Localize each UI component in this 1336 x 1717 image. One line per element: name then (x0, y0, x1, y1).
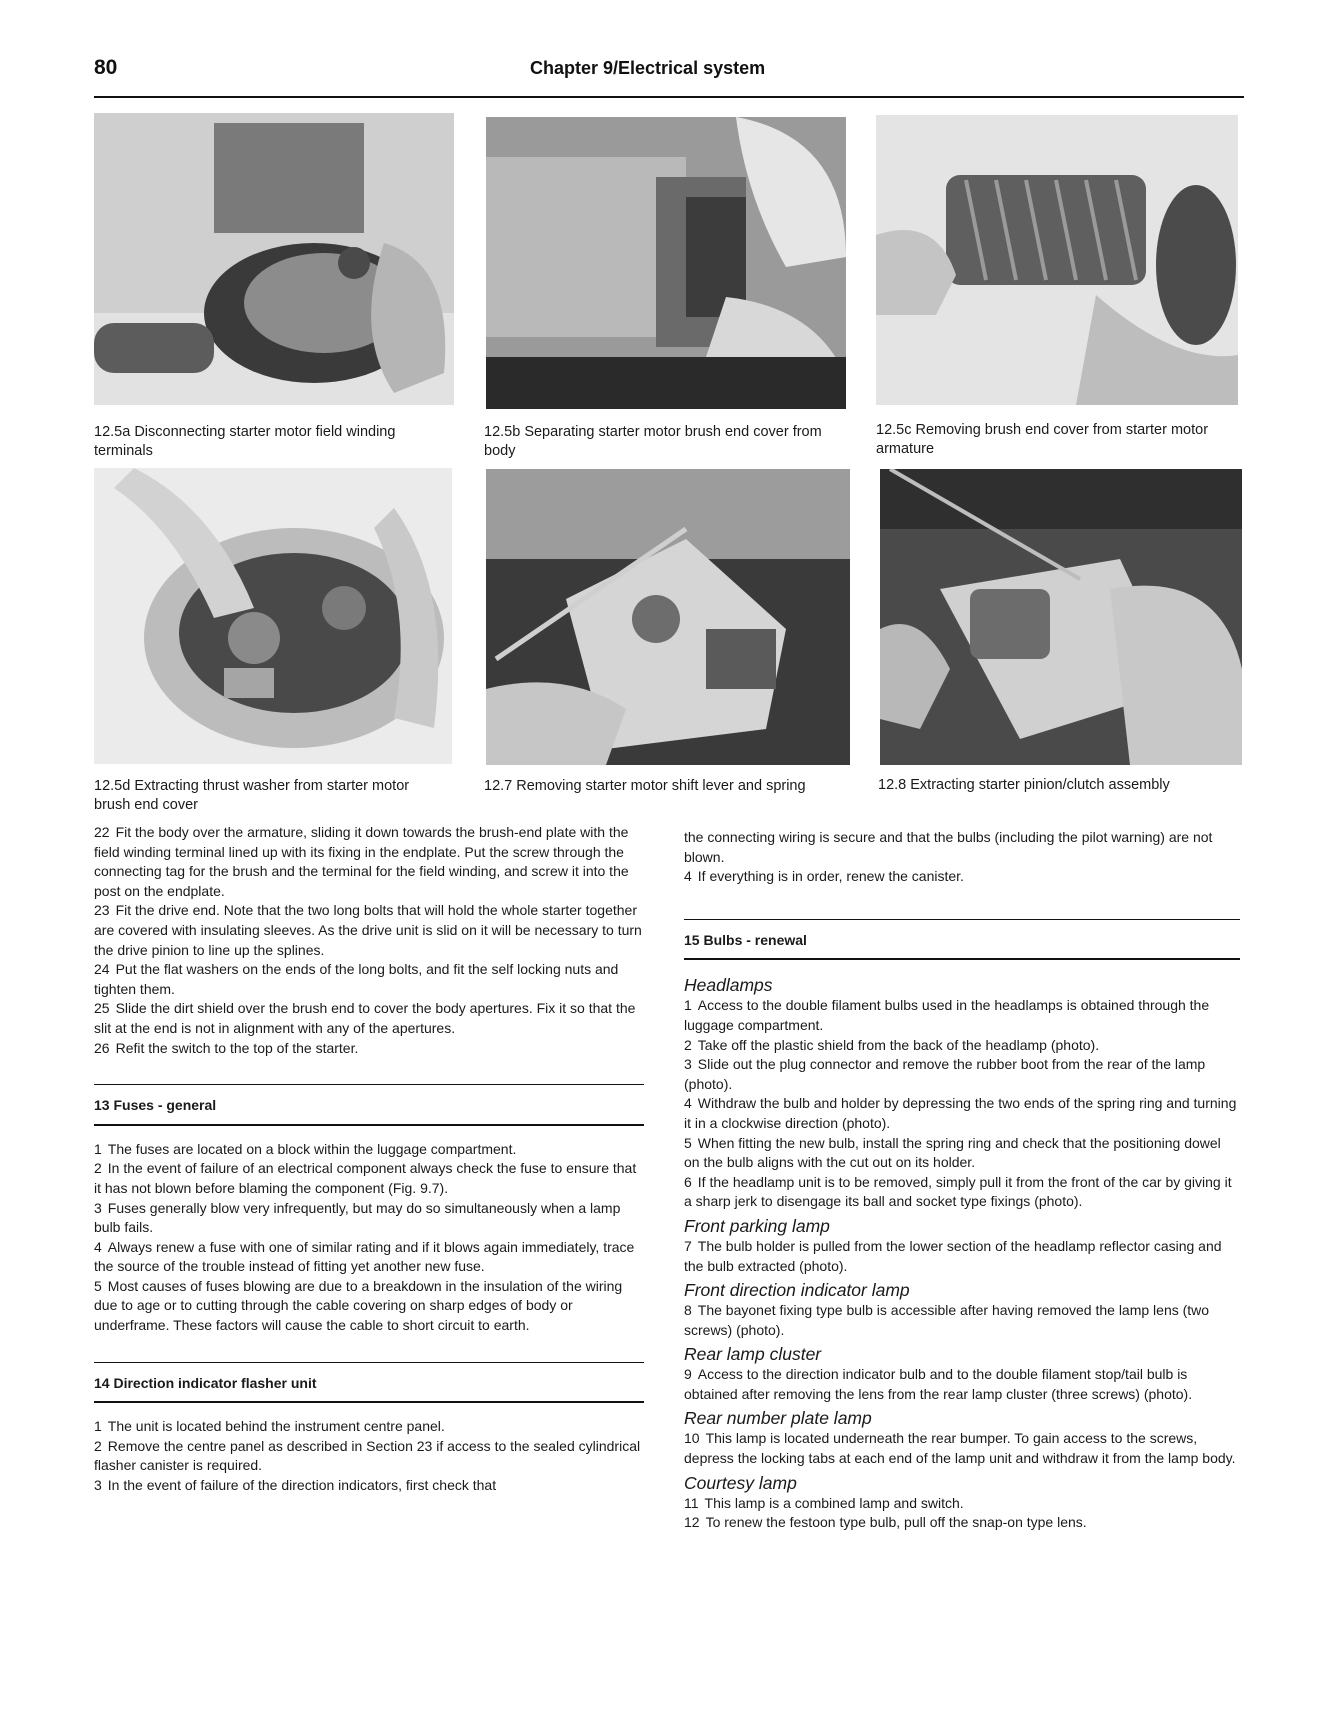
photo-12-8 (880, 469, 1242, 765)
paragraph: 5 Most causes of fuses blowing are due to a breakdown in the insulation of the wiring due to age or to cutting through the cable covering on sharp edges of body or underframe. These factors will cause the cable to short circuit to earth. (94, 1277, 623, 1334)
paragraph: 9 Access to the direction indicator bulb and to the double filament stop/tail bulb is obtained after removing the lens from the rear lamp cluster (three screws) (photo). (684, 1366, 1193, 1402)
photo-12-5b (486, 117, 846, 409)
section-title: 13 Fuses - general (94, 1097, 217, 1114)
page-header (94, 56, 1244, 88)
paragraph: 4 Always renew a fuse with one of similar rating and if it blows again immediately, trace the source of the trouble instead of fitting yet another new fuse. (94, 1238, 635, 1275)
section-14-heading (94, 1362, 644, 1404)
photo-12-5a (94, 113, 454, 405)
photo-12-5c (876, 115, 1238, 405)
paragraph: the connecting wiring is secure and that the bulbs (including the pilot warning) are not blown. (684, 829, 1213, 865)
left-text-column (94, 823, 644, 1496)
photo-caption: 12.7 Removing starter motor shift lever and spring (484, 778, 806, 794)
subheading: Courtesy lamp (684, 1472, 797, 1493)
paragraph: 2 Take off the plastic shield from the back of the headlamp (photo). (684, 1036, 1100, 1053)
paragraph: 25 Slide the dirt shield over the brush end to cover the body apertures. Fix it so that the slit at the end is not in alignment with any of the apertures. (94, 1000, 636, 1036)
paragraph: 6 If the headlamp unit is to be removed, simply pull it from the front of the car by giving it a sharp jerk to disengage its ball and socket type fixings (photo). (684, 1173, 1232, 1210)
paragraph: 1 The fuses are located on a block within the luggage compartment. (94, 1140, 517, 1157)
paragraph: 23 Fit the drive end. Note that the two long bolts that will hold the whole starter together are covered with insulating sleeves. As the drive unit is slid on it will be necessary to turn the drive pinion to line up the splines. (94, 902, 642, 958)
paragraph: 8 The bayonet fixing type bulb is accessible after having removed the lamp lens (two screws) (photo). (684, 1302, 1210, 1338)
section-title: 14 Direction indicator flasher unit (94, 1374, 317, 1391)
photo-caption: 12.8 Extracting starter pinion/clutch assembly (878, 777, 1170, 793)
photo-caption: 12.5d Extracting thrust washer from starter motor brush end cover (94, 778, 410, 813)
chapter-title: Chapter 9/Electrical system (530, 58, 766, 78)
photo-caption: 12.5b Separating starter motor brush end cover from body (484, 424, 822, 459)
photo-caption: 12.5c Removing brush end cover from starter motor armature (876, 422, 1209, 457)
paragraph: 2 In the event of failure of an electrical component always check the fuse to ensure that it has not blown before blaming the component (Fig. 9.7). (94, 1160, 637, 1196)
paragraph: 1 Access to the double filament bulbs used in the headlamps is obtained through the luggage compartment. (684, 997, 1210, 1033)
photo-12-5d (94, 468, 452, 764)
page-number: 80 (94, 56, 118, 79)
paragraph: 26 Refit the switch to the top of the starter. (94, 1039, 359, 1056)
paragraph: 5 When fitting the new bulb, install the spring ring and check that the positioning dowel on the bulb aligns with the cut out on its holder. (684, 1134, 1221, 1171)
subheading: Front direction indicator lamp (684, 1280, 910, 1301)
subheading: Headlamps (684, 975, 773, 996)
paragraph: 1 The unit is located behind the instrument centre panel. (94, 1418, 445, 1435)
paragraph: 3 In the event of failure of the direction indicators, first check that (94, 1477, 497, 1494)
paragraph: 12 To renew the festoon type bulb, pull off the snap-on type lens. (684, 1514, 1087, 1531)
paragraph: 7 The bulb holder is pulled from the lower section of the headlamp reflector casing and the bulb extracted (photo). (684, 1237, 1222, 1274)
section-13-heading (94, 1084, 644, 1126)
subheading: Rear lamp cluster (684, 1344, 822, 1365)
section-title: 15 Bulbs - renewal (684, 931, 807, 948)
paragraph: 4 Withdraw the bulb and holder by depressing the two ends of the spring ring and turning it in a clockwise direction (photo). (684, 1095, 1237, 1131)
paragraph: 10 This lamp is located underneath the rear bumper. To gain access to the screws, depress the locking tabs at each end of the lamp unit and withdraw it from the lamp body. (684, 1430, 1236, 1467)
subheading: Rear number plate lamp (684, 1408, 872, 1429)
paragraph: 22 Fit the body over the armature, sliding it down towards the brush-end plate with the field winding terminal lined up with its fixing in the endplate. Put the screw through the connecting tag for the brush and the terminal for the field winding, and screw it into the post on the endplate. (94, 824, 629, 899)
paragraph: 24 Put the flat washers on the ends of the long bolts, and fit the self locking nuts and tighten them. (94, 961, 619, 997)
paragraph: 4 If everything is in order, renew the canister. (684, 868, 964, 885)
section-15-heading (684, 919, 1240, 961)
paragraph: 3 Fuses generally blow very infrequently, but may do so simultaneously when a lamp bulb fails. (94, 1199, 621, 1236)
photo-caption: 12.5a Disconnecting starter motor field winding terminals (94, 424, 396, 459)
paragraph: 3 Slide out the plug connector and remove the rubber boot from the rear of the lamp (photo). (684, 1056, 1206, 1092)
paragraph: 11 This lamp is a combined lamp and switch. (684, 1494, 964, 1511)
header-rule (94, 96, 1244, 98)
right-text-column (684, 828, 1240, 1533)
photo-12-7 (486, 469, 850, 765)
subheading: Front parking lamp (684, 1215, 830, 1236)
paragraph: 2 Remove the centre panel as described in Section 23 if access to the sealed cylindrical flasher canister is required. (94, 1437, 641, 1474)
